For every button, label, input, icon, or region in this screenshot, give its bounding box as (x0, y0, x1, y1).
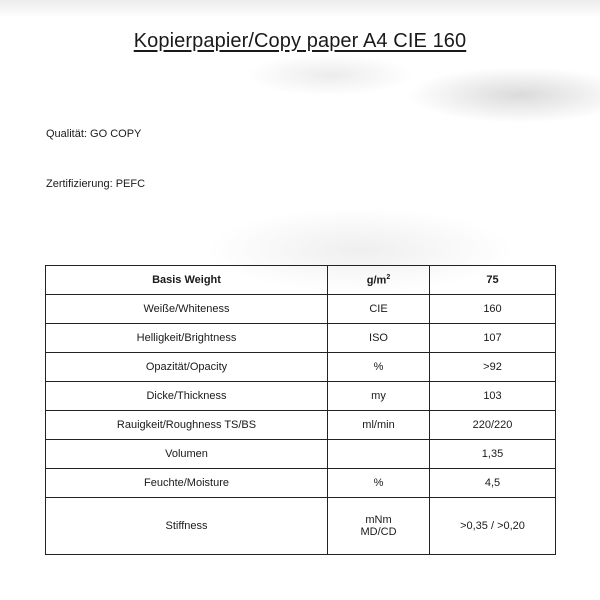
unit-cell: ml/min (328, 411, 430, 440)
table-row (46, 295, 556, 324)
specification-table (45, 265, 556, 555)
property-cell: Weiße/Whiteness (46, 295, 328, 324)
property-cell: Volumen (46, 440, 328, 469)
property-cell: Helligkeit/Brightness (46, 324, 328, 353)
table-row (46, 324, 556, 353)
property-cell: Stiffness (46, 498, 328, 555)
value-cell: 107 (430, 324, 556, 353)
header-value-cell: 75 (430, 266, 556, 295)
table-header-row (46, 266, 556, 295)
property-cell: Dicke/Thickness (46, 382, 328, 411)
table-row-stiffness (46, 498, 556, 555)
value-cell: 160 (430, 295, 556, 324)
header-property-cell: Basis Weight (46, 266, 328, 295)
unit-cell: % (328, 353, 430, 382)
document-title: Kopierpapier/Copy paper A4 CIE 160 (133, 30, 467, 52)
table-row (46, 382, 556, 411)
table-row (46, 440, 556, 469)
header-unit-superscript: 2 (386, 273, 391, 281)
property-cell: Feuchte/Moisture (46, 469, 328, 498)
unit-cell: my (328, 382, 430, 411)
value-cell: >92 (430, 353, 556, 382)
unit-line: MD/CD (360, 526, 397, 538)
property-cell: Opazität/Opacity (46, 353, 328, 382)
value-cell: >0,35 / >0,20 (430, 498, 556, 555)
unit-cell: ISO (328, 324, 430, 353)
unit-cell: CIE (328, 295, 430, 324)
value-cell: 220/220 (430, 411, 556, 440)
header-unit-cell (328, 266, 430, 295)
quality-line: Qualität: GO COPY (46, 128, 142, 140)
table-row (46, 411, 556, 440)
certification-line: Zertifizierung: PEFC (46, 178, 146, 190)
value-cell: 1,35 (430, 440, 556, 469)
unit-line: mNm (365, 514, 392, 526)
table-row (46, 469, 556, 498)
value-cell: 4,5 (430, 469, 556, 498)
header-unit-text: g/m (366, 274, 387, 287)
value-cell: 103 (430, 382, 556, 411)
unit-cell: % (328, 469, 430, 498)
unit-cell (328, 440, 430, 469)
property-cell: Rauigkeit/Roughness TS/BS (46, 411, 328, 440)
unit-cell (328, 498, 430, 555)
table-row (46, 353, 556, 382)
